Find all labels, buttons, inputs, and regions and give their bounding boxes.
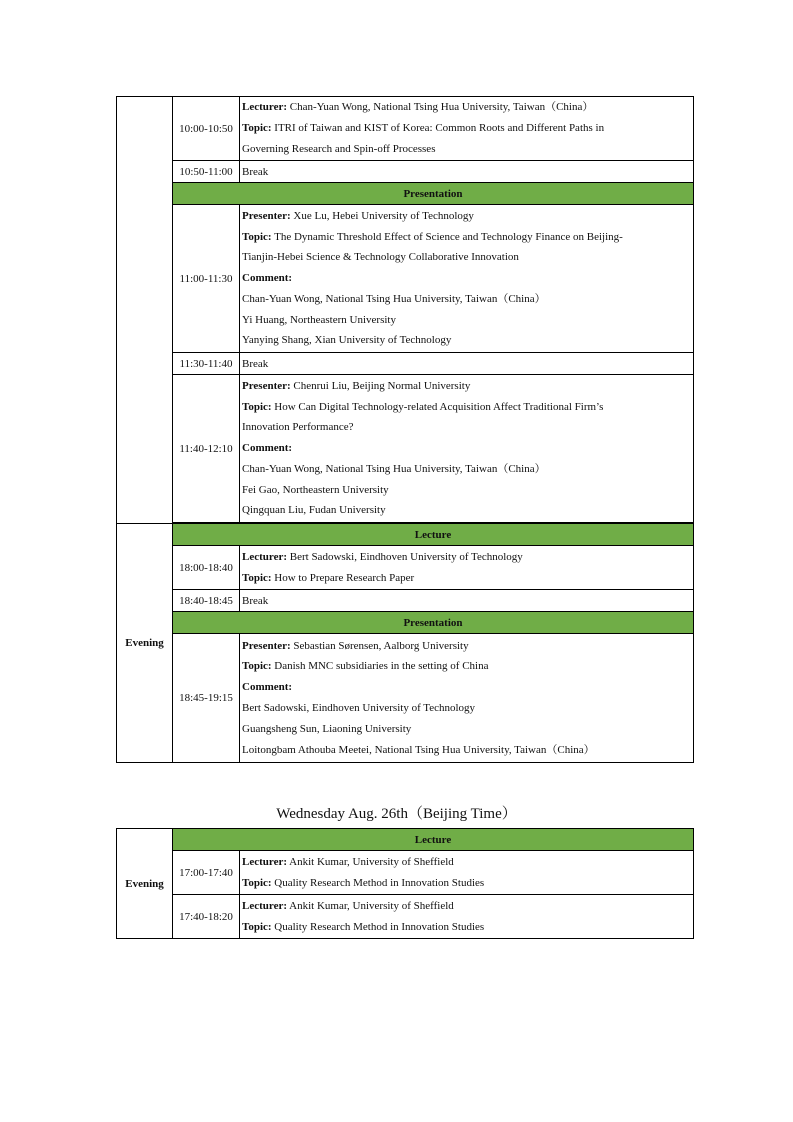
commenter: Guangsheng Sun, Liaoning University: [242, 722, 412, 735]
lecture-header: Lecture: [173, 524, 694, 546]
lecture-cell: Lecturer: Ankit Kumar, University of Sheffield Topic: Quality Research Method in Innovation Studies: [240, 851, 694, 895]
time-cell: 18:00-18:40: [173, 546, 240, 590]
time-cell: 17:40-18:20: [173, 895, 240, 939]
break-cell: Break: [240, 161, 694, 183]
time-cell: 10:50-11:00: [173, 161, 240, 183]
time-cell: 18:40-18:45: [173, 590, 240, 612]
session-label-evening: Evening: [117, 829, 173, 939]
commenter: Fei Gao, Northeastern University: [242, 483, 389, 496]
break-cell: Break: [240, 353, 694, 375]
presentation-cell: Presenter: Chenrui Liu, Beijing Normal University Topic: How Can Digital Technology-related Acquisition Affect Traditional Firm’s Innovation Performance? Comment: Chan-Yuan Wong, National Tsing Hua University, Taiwan（China） Fei Gao, Northeastern University Qingquan Liu, Fudan University: [240, 375, 694, 523]
day-heading: Wednesday Aug. 26th（Beijing Time）: [276, 806, 517, 822]
lecture-cell: Lecturer: Ankit Kumar, University of Sheffield Topic: Quality Research Method in Innovation Studies: [240, 895, 694, 939]
schedule-table-wednesday: [116, 828, 694, 939]
session-label-evening: Evening: [117, 524, 173, 763]
presentation-cell: Presenter: Xue Lu, Hebei University of Technology Topic: The Dynamic Threshold Effect of Science and Technology Finance on Beijing- Tianjin-Hebei Science & Technology Collaborative Innovation Comment: Chan-Yuan Wong, National Tsing Hua University, Taiwan（China） Yi Huang, Northeastern University Yanying Shang, Xian University of Technology: [240, 205, 694, 353]
time-cell: 17:00-17:40: [173, 851, 240, 895]
time-cell: 10:00-10:50: [173, 97, 240, 161]
lecture-cell: Lecturer: Chan-Yuan Wong, National Tsing Hua University, Taiwan（China） Topic: ITRI of Taiwan and KIST of Korea: Common Roots and Different Paths in Governing Research and Spin-off Processes: [240, 97, 694, 161]
time-cell: 11:30-11:40: [173, 353, 240, 375]
time-cell: 11:40-12:10: [173, 375, 240, 523]
presentation-cell: Presenter: Sebastian Sørensen, Aalborg University Topic: Danish MNC subsidiaries in the setting of China Comment: Bert Sadowski, Eindhoven University of Technology Guangsheng Sun, Liaoning University Loitongbam Athouba Meetei, National Tsing Hua University, Taiwan（China）: [240, 634, 694, 763]
time-cell: 11:00-11:30: [173, 205, 240, 353]
break-cell: Break: [240, 590, 694, 612]
lecture-header: Lecture: [173, 829, 694, 851]
commenter: Loitongbam Athouba Meetei, National Tsing Hua University, Taiwan（China）: [242, 743, 595, 756]
presentation-header: Presentation: [173, 612, 694, 634]
commenter: Yanying Shang, Xian University of Technology: [242, 334, 452, 347]
session-cell-continued: [117, 97, 173, 524]
commenter: Bert Sadowski, Eindhoven University of Technology: [242, 702, 476, 714]
commenter: Qingquan Liu, Fudan University: [242, 504, 386, 517]
presentation-header: Presentation: [173, 183, 694, 205]
time-cell: 18:45-19:15: [173, 634, 240, 763]
schedule-table-tuesday: [116, 96, 694, 763]
lecture-cell: Lecturer: Bert Sadowski, Eindhoven University of Technology Topic: How to Prepare Research Paper: [240, 546, 694, 590]
commenter: Chan-Yuan Wong, National Tsing Hua University, Taiwan（China）: [242, 462, 546, 475]
commenter: Chan-Yuan Wong, National Tsing Hua University, Taiwan（China）: [242, 292, 546, 305]
commenter: Yi Huang, Northeastern University: [242, 313, 396, 326]
